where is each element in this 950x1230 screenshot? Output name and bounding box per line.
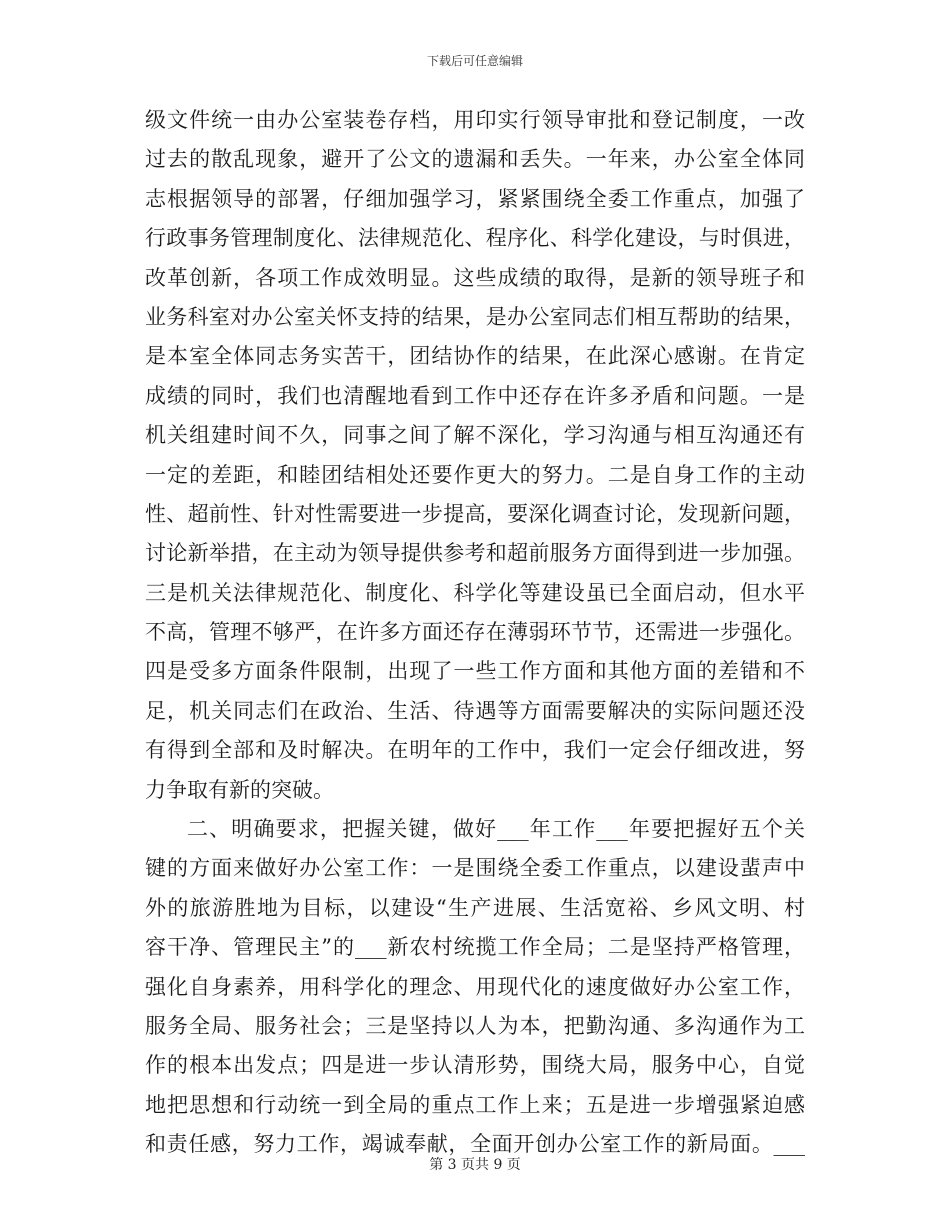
text-line: 作的根本出发点；四是进一步认清形势，围绕大局，服务中心，自觉 [145,1053,805,1078]
paragraph-1 [145,101,805,810]
text-line: 容干净、管理民主”的___新农村统揽工作全局；二是坚持严格管理， [145,935,805,960]
text-line: 不高，管理不够严，在许多方面还存在薄弱环节节，还需进一步强化。 [145,620,805,645]
page-number: 第 3 页共 9 页 [429,1157,521,1173]
text-line: 地把思想和行动统一到全局的重点工作上来；五是进一步增强紧迫感 [145,1092,805,1117]
paragraph-2 [145,810,805,1165]
text-line: 行政事务管理制度化、法律规范化、程序化、科学化建设，与时俱进， [145,226,805,251]
page-header: 下载后可任意编辑 [426,54,523,68]
text-line: 一定的差距，和睦团结相处还要作更大的努力。二是自身工作的主动 [145,462,805,487]
text-line: 外的旅游胜地为目标，以建设“生产进展、生活宽裕、乡风文明、村 [145,895,805,920]
text-line: 成绩的同时，我们也清醒地看到工作中还存在许多矛盾和问题。一是 [145,383,805,408]
text-line: 力争取有新的突破。 [145,777,334,802]
text-line: 讨论新举措，在主动为领导提供参考和超前服务方面得到进一步加强。 [145,541,805,566]
text-line: 级文件统一由办公室装卷存档，用印实行领导审批和登记制度，一改 [145,108,805,132]
text-line: 四是受多方面条件限制，出现了一些工作方面和其他方面的差错和不 [145,659,805,684]
text-line: 和责任感，努力工作，竭诚奉献，全面开创办公室工作的新局面。___ [145,1132,805,1157]
text-line: 足，机关同志们在政治、生活、待遇等方面需要解决的实际问题还没 [145,698,805,723]
text-line: 机关组建时间不久，同事之间了解不深化，学习沟通与相互沟通还有 [145,423,805,448]
text-line: 性、超前性、针对性需要进一步提高，要深化调查讨论，发现新问题， [145,501,805,526]
text-line: 有得到全部和及时解决。在明年的工作中，我们一定会仔细改进，努 [145,738,805,763]
text-line: 三是机关法律规范化、制度化、科学化等建设虽已全面启动，但水平 [145,580,805,605]
text-line: 志根据领导的部署，仔细加强学习，紧紧围绕全委工作重点，加强了 [145,186,805,211]
text-line: 改革创新，各项工作成效明显。这些成绩的取得，是新的领导班子和 [145,265,805,290]
text-line: 服务全局、服务社会；三是坚持以人为本，把勤沟通、多沟通作为工 [145,1013,805,1038]
text-line: 是本室全体同志务实苦干，团结协作的结果，在此深心感谢。在肯定 [145,344,805,369]
text-line: 二、明确要求，把握关键，做好___年工作___年要把握好五个关 [187,817,805,842]
text-line: 强化自身素养，用科学化的理念、用现代化的速度做好办公室工作， [145,974,805,999]
text-line: 键的方面来做好办公室工作：一是围绕全委工作重点，以建设蜚声中 [145,856,805,881]
document-body [145,101,805,1165]
text-line: 业务科室对办公室关怀支持的结果，是办公室同志们相互帮助的结果， [145,304,805,329]
text-line: 过去的散乱现象，避开了公文的遗漏和丢失。一年来，办公室全体同 [145,147,805,172]
